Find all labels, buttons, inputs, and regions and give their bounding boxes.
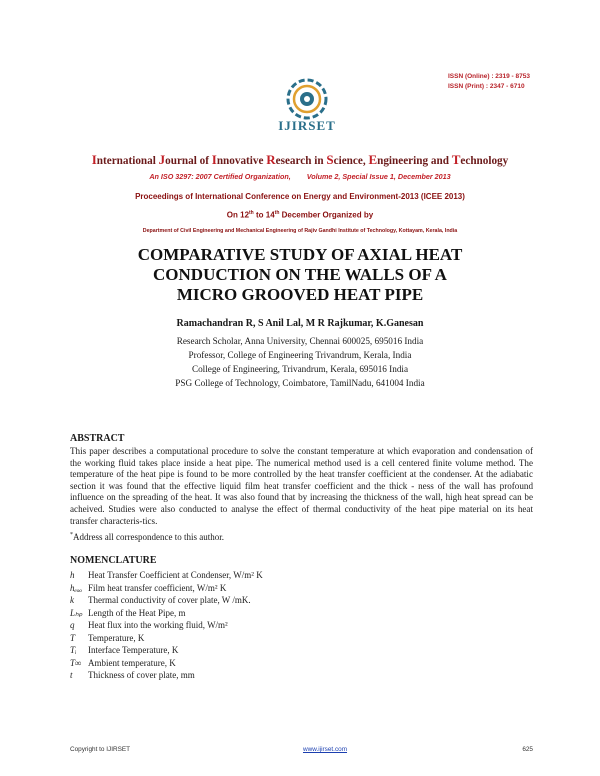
- affiliation: Professor, College of Engineering Trivandrum, Kerala, India: [188, 350, 412, 360]
- nomenclature-item: T Temperature, K: [70, 632, 145, 643]
- department-line: Department of Civil Engineering and Mechanical Engineering of Rajiv Gandhi Institute of Technology, Kottayam, Kerala, India: [142, 228, 458, 234]
- iso-line: An ISO 3297: 2007 Certified Organization, Volume 2, Special Issue 1, December 2013: [149, 172, 451, 181]
- logo-text: IJIRSET: [278, 118, 336, 133]
- issn-print: ISSN (Print) : 2347 - 6710: [447, 83, 525, 90]
- affiliation: Research Scholar, Anna University, Chennai 600025, 695016 India: [176, 336, 424, 346]
- journal-word: Engineering and: [368, 152, 452, 167]
- nomenclature-item: t Thickness of cover plate, mm: [70, 670, 195, 680]
- journal-word: Research in: [266, 152, 327, 167]
- nomenclature-item: h Heat Transfer Coefficient at Condenser, W/m² K: [70, 570, 263, 580]
- correspondence-note: *Address all correspondence to this author.: [70, 532, 224, 542]
- nomenclature-item: T∞ Ambient temperature, K: [70, 657, 176, 668]
- copyright-text: Copyright to IJIRSET: [70, 746, 131, 753]
- abstract-text: This paper describes a computational procedure to solve the constant temperature at which evaporation and condensation of the working fluid takes place inside a heat pipe. The numerical method used is a cell centered finite volume method. The temperature of the heat pipe is found to be more controlled by the heat transfer coefficient at the condenser. At the adiabatic section it was found that the effective liquid film heat transfer coefficient and the thick - ness of the wall has profound influence on the spreading of the heat. It was also found that by increasing the thickness of the wall, high heat spread can be acheived. Studies were also conducted to analyse the effect of thermal conductivity of the heat pipe material on its heat transfer characteris-tics.: [70, 446, 533, 526]
- page-number: 625: [522, 746, 533, 753]
- journal-word: Journal of: [158, 152, 212, 167]
- nomenclature-item: q Heat flux into the working fluid, W/m²: [70, 620, 228, 630]
- nomenclature-item: hₑₒₒ Film heat transfer coefficient, W/m² K: [70, 582, 227, 593]
- nomenclature-item: Tᵢ Interface Temperature, K: [70, 645, 179, 655]
- affiliation: PSG College of Technology, Coimbatore, TamilNadu, 641004 India: [175, 378, 425, 388]
- journal-url-link[interactable]: www.ijirset.com: [303, 746, 348, 753]
- issn-block: [448, 72, 530, 92]
- nomenclature-heading: NOMENCLATURE: [70, 555, 157, 566]
- nomenclature-list: [70, 569, 263, 682]
- journal-word: Technology: [451, 152, 509, 167]
- journal-word: Science,: [326, 152, 369, 167]
- journal-word: Innovative: [211, 152, 267, 167]
- dates-line: On 12th to 14th December Organized by: [226, 210, 374, 220]
- page-footer: [70, 746, 533, 753]
- nomenclature-item: k Thermal conductivity of cover plate, W /mK.: [70, 595, 251, 605]
- nomenclature-item: Lₕₚ Length of the Heat Pipe, m: [70, 607, 186, 618]
- proceedings-line: Proceedings of International Conference on Energy and Environment-2013 (ICEE 2013): [135, 192, 465, 201]
- affiliations: [0, 334, 600, 390]
- abstract-heading: ABSTRACT: [70, 433, 125, 444]
- affiliation: College of Engineering, Trivandrum, Kerala, 695016 India: [191, 364, 409, 374]
- author-list: Ramachandran R, S Anil Lal, M R Rajkumar, K.Ganesan: [176, 318, 424, 329]
- journal-logo-icon: [285, 77, 329, 121]
- journal-word: International: [91, 152, 159, 167]
- issn-online: ISSN (Online) : 2319 - 8753: [447, 73, 530, 80]
- journal-name: [0, 152, 600, 168]
- paper-title: COMPARATIVE STUDY OF AXIAL HEAT CONDUCTION ON THE WALLS OF A MICRO GROOVED HEAT PIPE: [137, 245, 463, 304]
